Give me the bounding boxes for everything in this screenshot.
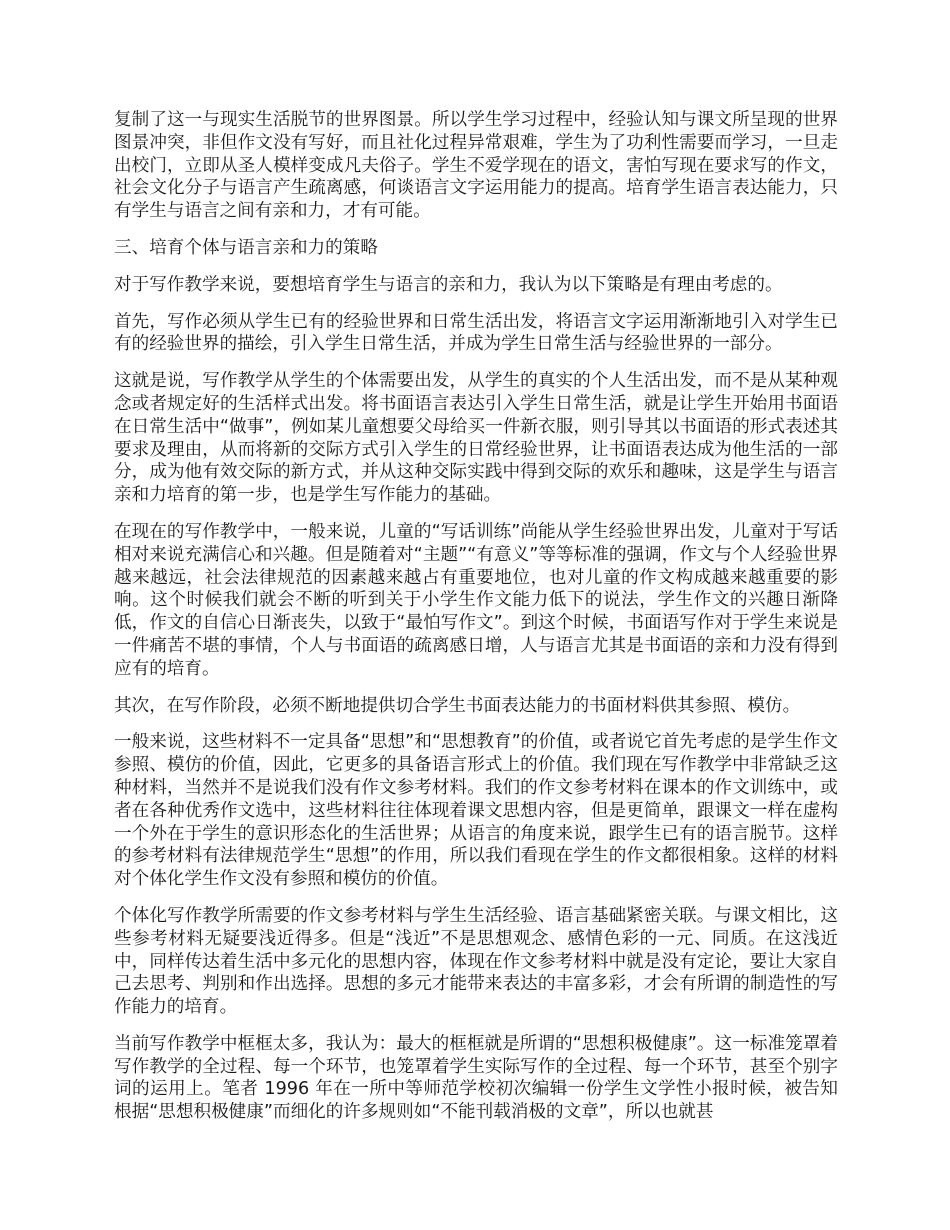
paragraph-frameworks: 当前写作教学中框框太多，我认为：最大的框框就是所谓的“思想积极健康”。这一标准笼罩着写作教学的全过程、每一个环节，也笼罩着学生实际写作的全过程、每一个环节，甚至个别字词的运用上。笔者 1996 年在一所中等师范学校初次编辑一份学生文学性小报时候，被告知根据“思想积极健康”而细化的许多规则如“不能刊载消极的文章”，所以也就甚 [114,1033,838,1123]
paragraph-explanation: 这就是说，写作教学从学生的个体需要出发，从学生的真实的个人生活出发，而不是从某种观念或者规定好的生活样式出发。将书面语言表达引入学生日常生活，就是让学生开始用书面语在日常生活中“做事”，例如某儿童想要父母给买一件新衣服，则引导其以书面语的形式表述其要求及理由，从而将新的交际方式引入学生的日常经验世界，让书面语表达成为他生活的一部分，成为他有效交际的新方式，并从这种交际实践中得到交际的欢乐和趣味，这是学生与语言亲和力培育的第一步，也是学生写作能力的基础。 [114,371,838,506]
paragraph-individual-materials: 个体化写作教学所需要的作文参考材料与学生生活经验、语言基础紧密关联。与课文相比，这些参考材料无疑要浅近得多。但是“浅近”不是思想观念、感情色彩的一元、同质。在这浅近中，同样传达着生活中多元化的思想内容，体现在作文参考材料中就是没有定论，要让大家自己去思考、判别和作出选择。思想的多元才能带来表达的丰富多彩，才会有所谓的制造性的写作能力的培育。 [114,905,838,1018]
section-heading: 三、培育个体与语言亲和力的策略 [114,237,378,258]
paragraph-strategy-intro: 对于写作教学来说，要想培育学生与语言的亲和力，我认为以下策略是有理由考虑的。 [114,274,783,295]
paragraph-current-teaching: 在现在的写作教学中，一般来说，儿童的“写话训练”尚能从学生经验世界出发，儿童对于写话相对来说充满信心和兴趣。但是随着对“主题”“有意义”等等标准的强调，作文与个人经验世界越来越远，社会法律规范的因素越来越占有重要地位，也对儿童的作文构成越来越重要的影响。这个时候我们就会不断的听到关于小学生作文能力低下的说法，学生作文的兴趣日渐降低，作文的自信心日渐丧失，以致于“最怕写作文”。到这个时候，书面语写作对于学生来说是一件痛苦不堪的事情，个人与书面语的疏离感日增，人与语言尤其是书面语的亲和力没有得到应有的培育。 [114,521,838,679]
paragraph-intro-continuation: 复制了这一与现实生活脱节的世界图景。所以学生学习过程中，经验认知与课文所呈现的世界图景冲突，非但作文没有写好，而且社化过程异常艰难，学生为了功利性需要而学习，一旦走出校门，立即从圣人模样变成凡夫俗子。学生不爱学现在的语文，害怕写现在要求写的作文，社会文化分子与语言产生疏离感，何谈语言文字运用能力的提高。培育学生语言表达能力，只有学生与语言之间有亲和力，才有可能。 [114,110,838,222]
paragraph-materials: 一般来说，这些材料不一定具备“思想”和“思想教育”的价值，或者说它首先考虑的是学生作文参照、模仿的价值，因此，它更多的具备语言形式上的价值。我们现在写作教学中非常缺乏这种材料，当然并不是说我们没有作文参考材料。我们的作文参考材料在课本的作文训练中，或者在各种优秀作文选中，这些材料往往体现着课文思想内容，但是更简单，跟课文一样在虚构一个外在于学生的意识形态化的生活世界；从语言的角度来说，跟学生已有的语言脱节。这样的参考材料有法律规范学生“思想”的作用，所以我们看现在学生的作文都很相象。这样的材料对个体化学生作文没有参照和模仿的价值。 [114,732,838,890]
paragraph-second-strategy: 其次，在写作阶段，必须不断地提供切合学生书面表达能力的书面材料供其参照、模仿。 [114,695,801,716]
document-page [114,109,838,1138]
paragraph-first-strategy: 首先，写作必须从学生已有的经验世界和日常生活出发，将语言文字运用渐渐地引入对学生已有的经验世界的描绘，引入学生日常生活，并成为学生日常生活与经验世界的一部分。 [114,311,838,355]
